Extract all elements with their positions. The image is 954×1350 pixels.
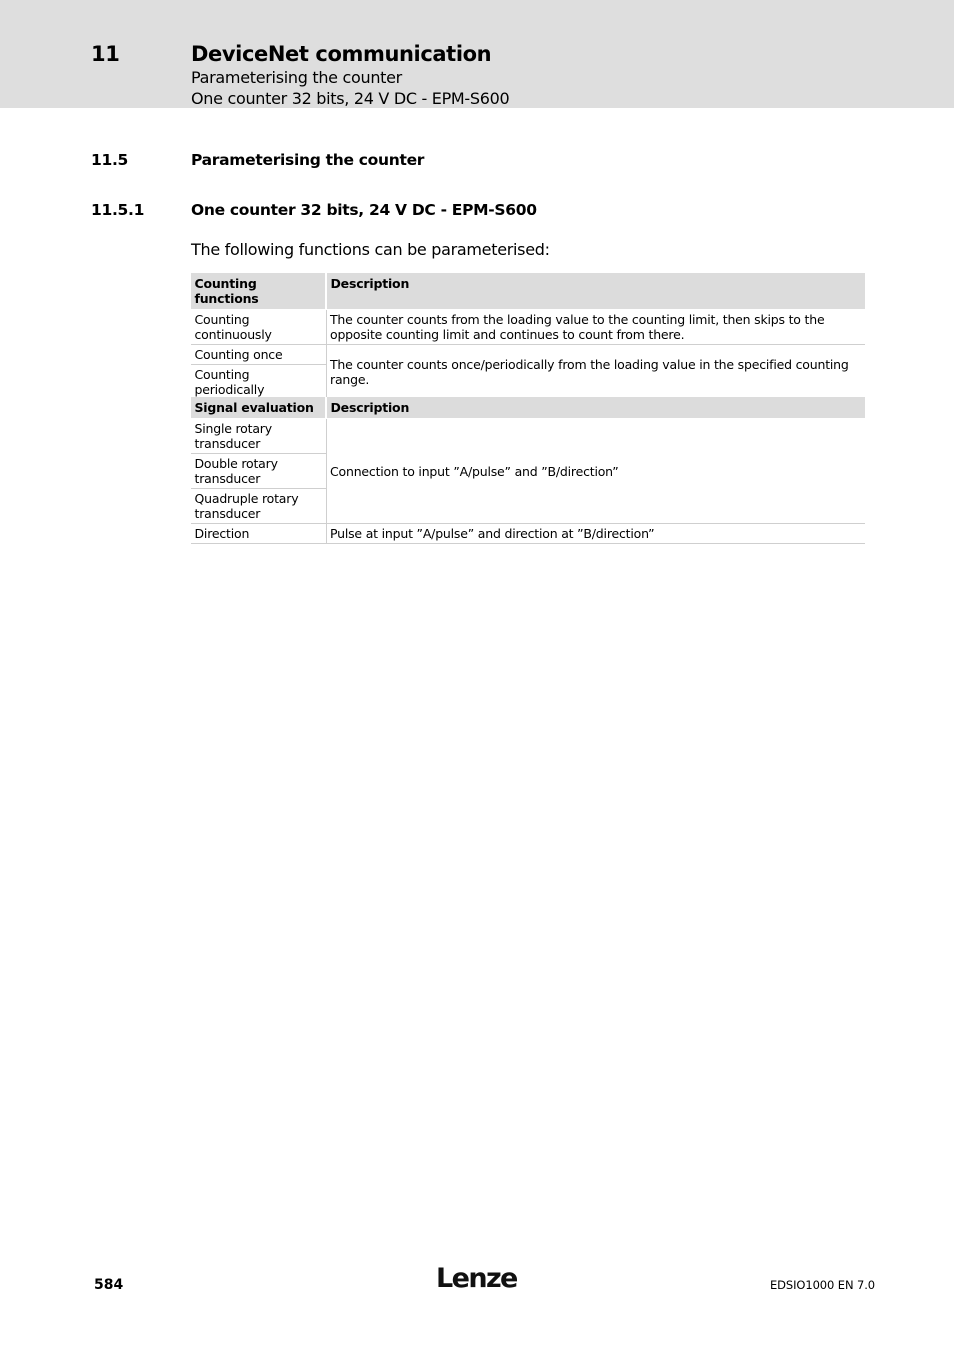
- section-number: 11.5: [91, 151, 129, 169]
- header-subtitle-1: Parameterising the counter: [191, 68, 402, 87]
- subsection-number: 11.5.1: [91, 201, 145, 219]
- column-header: Signal evaluation: [191, 397, 326, 419]
- column-header: Counting functions: [191, 273, 326, 310]
- intro-text: The following functions can be parameterised:: [191, 240, 550, 259]
- function-cell: Counting continuously: [191, 310, 326, 345]
- column-header: Description: [326, 273, 865, 310]
- table-row: [191, 419, 865, 454]
- chapter-number: 11: [91, 42, 120, 66]
- signal-evaluation-table: [191, 397, 865, 544]
- table-row: [191, 524, 865, 544]
- table-row: [191, 345, 865, 365]
- column-header: Description: [326, 397, 865, 419]
- signal-cell: Quadruple rotary transducer: [191, 489, 326, 524]
- description-cell: The counter counts from the loading value to the counting limit, then skips to the opposite counting limit and continues to count from there.: [326, 310, 865, 345]
- table-header-row: [191, 397, 865, 419]
- counting-functions-table: [191, 273, 865, 400]
- signal-cell: Double rotary transducer: [191, 454, 326, 489]
- header-band: [0, 0, 954, 108]
- function-cell: Counting once: [191, 345, 326, 365]
- signal-cell: Single rotary transducer: [191, 419, 326, 454]
- lenze-logo: Lenze: [436, 1263, 517, 1294]
- subsection-title: One counter 32 bits, 24 V DC - EPM-S600: [191, 201, 537, 219]
- section-title: Parameterising the counter: [191, 151, 425, 169]
- table-header-row: [191, 273, 865, 310]
- header-subtitle-2: One counter 32 bits, 24 V DC - EPM-S600: [191, 89, 510, 108]
- signal-cell: Direction: [191, 524, 326, 544]
- function-cell: Counting periodically: [191, 365, 326, 400]
- document-id: EDSIO1000 EN 7.0: [770, 1278, 875, 1292]
- description-cell: The counter counts once/periodically from the loading value in the specified counting range.: [326, 345, 865, 400]
- page-number: 584: [94, 1277, 124, 1293]
- chapter-title: DeviceNet communication: [191, 42, 492, 66]
- table-row: [191, 310, 865, 345]
- description-cell: Pulse at input ”A/pulse” and direction at ”B/direction”: [326, 524, 865, 544]
- description-cell: Connection to input ”A/pulse” and ”B/direction”: [326, 419, 865, 524]
